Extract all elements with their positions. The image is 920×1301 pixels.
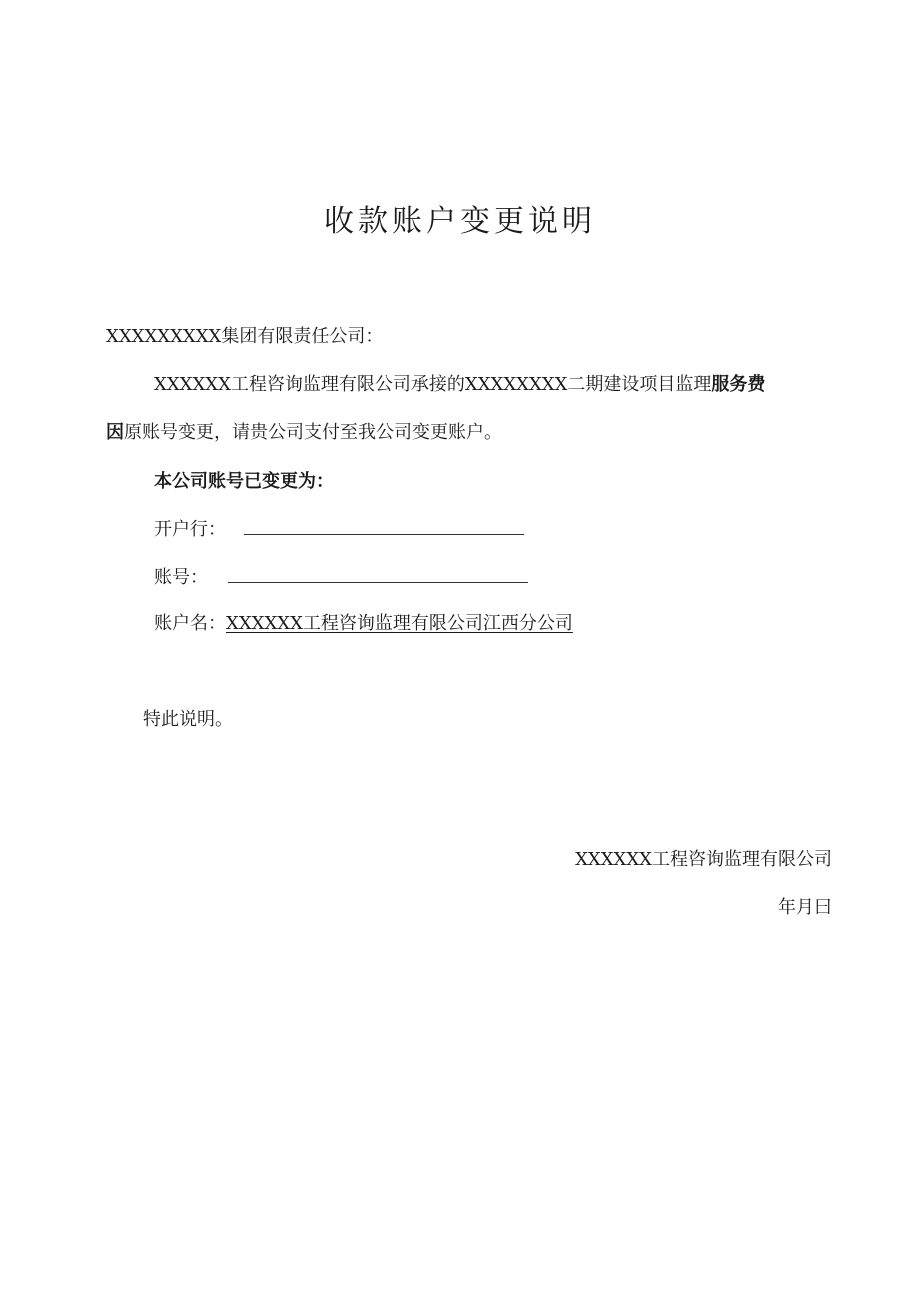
signature-company: XXXXXX工程咨询监理有限公司 <box>575 849 832 870</box>
salutation: XXXXXXXXX集团有限责任公司： <box>106 326 384 347</box>
paragraph2-bold-text: 因 <box>106 422 124 443</box>
bank-field <box>154 516 524 543</box>
closing-statement: 特此说明。 <box>143 709 233 730</box>
account-changed-heading: 本公司账号已变更为： <box>154 471 334 492</box>
account-name-value: XXXXXX工程咨询监理有限公司江西分公司 <box>226 613 573 634</box>
paragraph1-text: XXXXXX工程咨询监理有限公司承接的XXXXXXXX二期建设项目监理 <box>154 374 712 395</box>
body-paragraph-line-1 <box>154 372 765 398</box>
account-label: 账号： <box>154 567 208 588</box>
account-name-field <box>154 611 573 637</box>
account-blank-line <box>228 564 528 583</box>
paragraph1-bold-text: 服务费 <box>711 374 766 395</box>
account-name-label: 账户名： <box>154 613 226 634</box>
paragraph2-text: 原账号变更，请贵公司支付至我公司变更账户。 <box>124 422 502 443</box>
bank-label: 开户行： <box>154 519 226 540</box>
bank-blank-line <box>244 516 524 535</box>
body-paragraph-line-2 <box>106 420 502 446</box>
page-title: 收款账户变更说明 <box>324 204 596 239</box>
account-field <box>154 564 528 591</box>
signature-date: 年月曰 <box>778 897 832 918</box>
